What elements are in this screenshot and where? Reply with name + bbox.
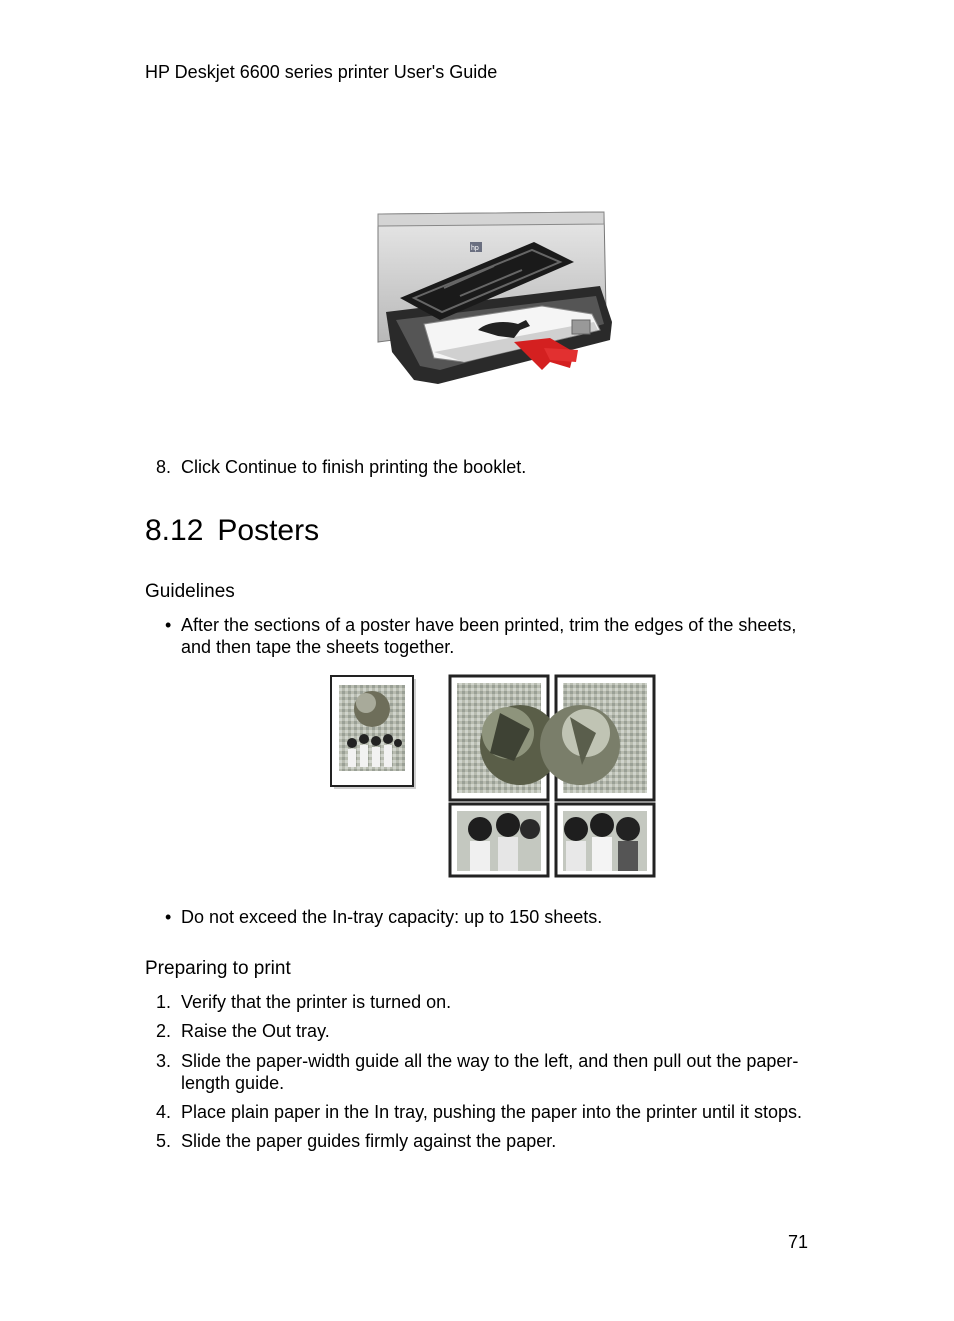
step-number: 8. [156,457,172,477]
bullet-marker: • [165,615,172,635]
poster-tile-bottom-left [450,804,548,876]
bullet-item [165,614,815,658]
bullet-text: Do not exceed the In-tray capacity: up to 150 sheets. [181,907,603,927]
poster-tile-top-right [540,676,654,800]
bullet-marker: • [165,907,172,927]
poster-tile-bottom-right [556,804,654,876]
step-text-after: to finish printing the booklet. [297,457,527,477]
section-heading [145,514,319,548]
guidelines-heading: Guidelines [145,581,235,602]
list-number: 2. [156,1021,172,1041]
hp-logo-text: hp [471,245,479,252]
page-number: 71 [788,1232,809,1252]
printer-illustration [374,202,614,392]
list-item [156,1020,816,1042]
list-item [156,1050,816,1094]
list-text: Verify that the printer is turned on. [181,992,452,1012]
bullet-text: After the sections of a poster have been printed, trim the edges of the sheets, and then tape the sheets together. [181,615,797,657]
list-text: Slide the paper guides firmly against the paper. [181,1131,557,1151]
list-number: 1. [156,992,172,1012]
ui-term-continue: Continue [225,457,298,477]
list-text: Place plain paper in the In tray, pushing the paper into the printer until it stops. [181,1102,803,1122]
step-text-before: Click [181,457,225,477]
bullet-item [165,906,815,928]
running-header: HP Deskjet 6600 series printer User's Guide [145,62,498,82]
list-number: 5. [156,1131,172,1151]
preparing-heading: Preparing to print [145,958,291,979]
section-title: Posters [217,514,320,547]
list-number: 4. [156,1102,172,1122]
list-text: Raise the Out tray. [181,1021,330,1041]
step-8 [156,457,526,478]
poster-illustration [330,673,660,881]
list-item [156,1130,816,1152]
list-number: 3. [156,1051,172,1071]
list-item [156,991,816,1013]
list-text: Slide the paper-width guide all the way to the left, and then pull out the paper-length guide. [181,1051,799,1093]
section-number: 8.12 [145,514,204,547]
list-item [156,1101,816,1123]
